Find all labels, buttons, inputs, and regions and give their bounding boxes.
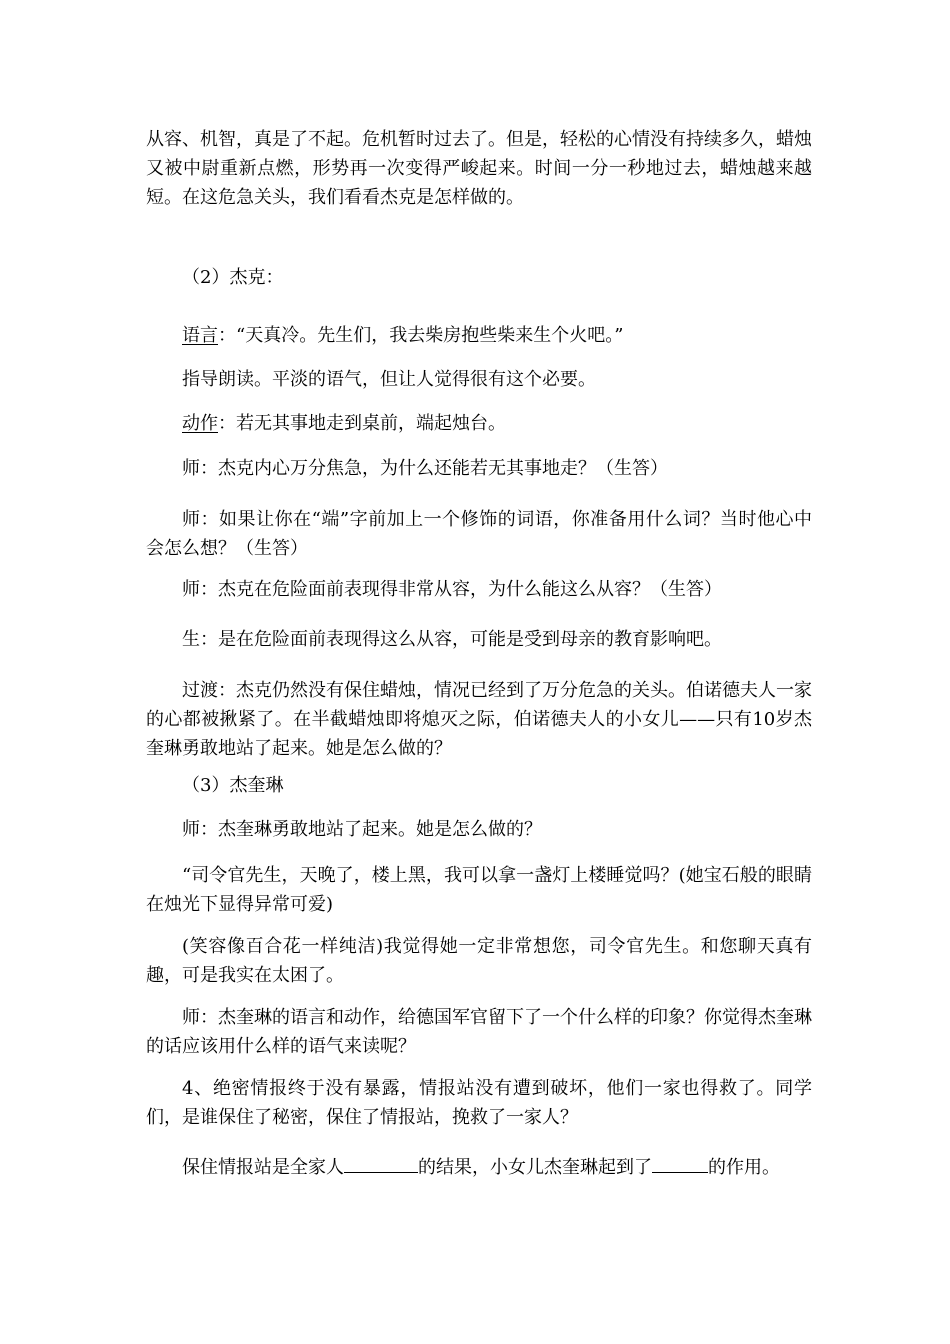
section-heading-jack: （2）杰克：	[182, 267, 284, 288]
paragraph-jacqueline-quote: “司令官先生，天晚了，楼上黑，我可以拿一盏灯上楼睡觉吗？(她宝石般的眼睛在烛光下显得异常可爱)	[146, 865, 812, 915]
action-text: ：若无其事地走到桌前，端起烛台。	[218, 413, 506, 434]
paragraph-transition: 过渡：杰克仍然没有保住蜡烛，情况已经到了万分危急的关头。伯诺德夫人一家的心都被揪紧了。在半截蜡烛即将熄灭之际，伯诺德夫人的小女儿——只有10岁杰奎琳勇敢地站了起来。她是怎么做的？	[146, 680, 812, 759]
paragraph-jack-action	[146, 409, 812, 438]
fill-blank-text-c: 的作用。	[708, 1157, 780, 1178]
answer-blank-2[interactable]	[652, 1154, 708, 1173]
section-heading-jacqueline: （3）杰奎琳	[182, 775, 284, 796]
paragraph-jacqueline-quote-cont: (笑容像百合花一样纯洁)我觉得她一定非常想您，司令官先生。和您聊天真有趣，可是我实在太困了。	[146, 936, 812, 986]
paragraph-jack-speech	[146, 321, 812, 350]
paragraph-teacher-q2: 师：如果让你在“端”字前加上一个修饰的词语，你准备用什么词？当时他心中会怎么想？（生答）	[146, 509, 812, 559]
paragraph-teacher-q1: 师：杰克内心万分焦急，为什么还能若无其事地走？（生答）	[182, 458, 668, 479]
fill-blank-text-a: 保住情报站是全家人	[182, 1157, 344, 1178]
speech-text: ：“天真冷。先生们，我去柴房抱些柴来生个火吧。”	[218, 325, 624, 346]
label-action: 动作	[182, 413, 218, 434]
paragraph-teacher-q5: 师：杰奎琳的语言和动作，给德国军官留下了一个什么样的印象？你觉得杰奎琳的话应该用什么样的语气来读呢？	[146, 1007, 812, 1057]
paragraph-student-answer: 生：是在危险面前表现得这么从容，可能是受到母亲的教育影响吧。	[182, 629, 722, 650]
paragraph-question-4: 4、绝密情报终于没有暴露，情报站没有遭到破坏，他们一家也得救了。同学们，是谁保住了秘密，保住了情报站，挽救了一家人？	[146, 1078, 812, 1128]
paragraph-reading-guide: 指导朗读。平淡的语气，但让人觉得很有这个必要。	[182, 369, 596, 390]
fill-blank-text-b: 的结果，小女儿杰奎琳起到了	[418, 1157, 652, 1178]
paragraph-teacher-q3: 师：杰克在危险面前表现得非常从容，为什么能这么从容？（生答）	[182, 579, 722, 600]
paragraph-intro: 从容、机智，真是了不起。危机暂时过去了。但是，轻松的心情没有持续多久，蜡烛又被中尉重新点燃，形势再一次变得严峻起来。时间一分一秒地过去，蜡烛越来越短。在这危急关头，我们看看杰克是怎样做的。	[146, 129, 812, 208]
paragraph-fill-blank	[146, 1153, 812, 1182]
paragraph-teacher-q4: 师：杰奎琳勇敢地站了起来。她是怎么做的？	[182, 819, 542, 840]
label-speech: 语言	[182, 325, 218, 346]
answer-blank-1[interactable]	[344, 1154, 418, 1173]
